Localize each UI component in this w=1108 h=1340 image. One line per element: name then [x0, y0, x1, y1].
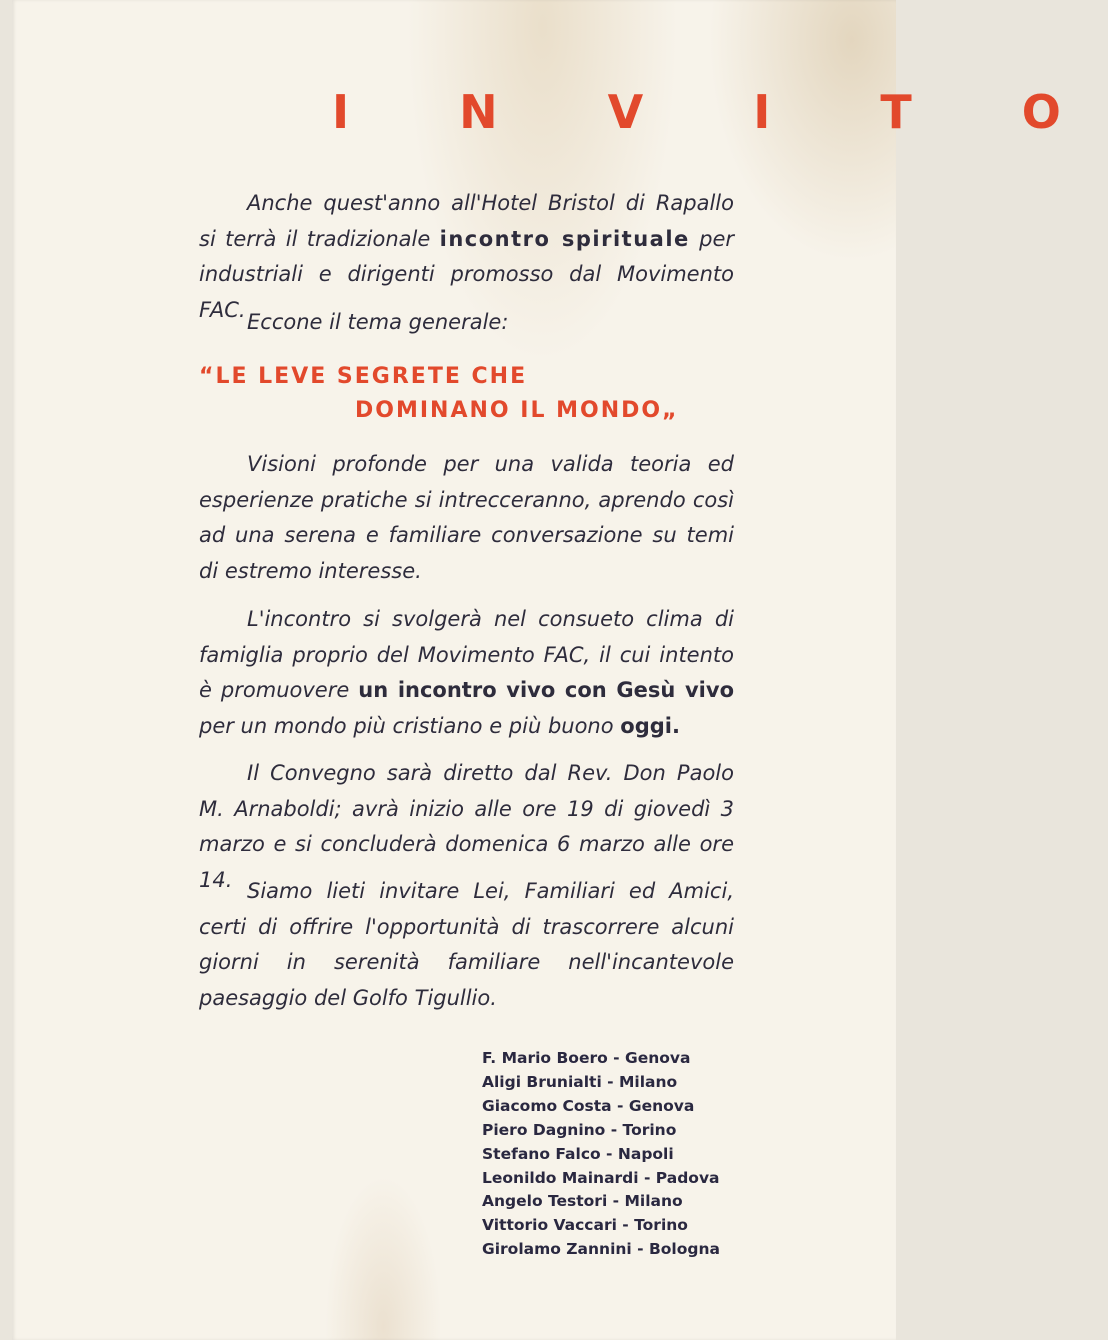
visions-paragraph [199, 447, 734, 589]
signer-name: Piero Dagnino - Torino [482, 1120, 677, 1139]
invitation-page [12, 0, 1108, 1340]
signer-name: Vittorio Vaccari - Torino [482, 1216, 688, 1235]
meeting-text-before: L'incontro si svolgerà nel consueto clima di famiglia proprio del Movimento FAC, il cui intento è promuovere [199, 607, 734, 702]
invite-paragraph [199, 874, 734, 1016]
signer-name: Angelo Testori - Milano [482, 1192, 683, 1211]
signer-name: Stefano Falco - Napoli [482, 1144, 674, 1163]
invite-text: Siamo lieti invitare Lei, Familiari ed Amici, certi di offrire l'opportunità di trascorrere alcuni giorni in serenità familiare nell'incantevole paesaggio del Golfo Tigullio. [199, 879, 734, 1010]
theme-line-1: “LE LEVE SEGRETE CHE [199, 364, 528, 389]
meeting-bold-end: oggi. [620, 713, 680, 738]
signer-name: Leonildo Mainardi - Padova [482, 1168, 720, 1187]
meeting-paragraph [199, 602, 734, 744]
theme-intro [199, 305, 734, 341]
signer-name: F. Mario Boero - Genova [482, 1049, 691, 1067]
visions-text: Visioni profonde per una valida teoria ed esperienze pratiche si intrecceranno, aprendo così ad una serena e familiare conversazione su temi di estremo interesse. [199, 452, 734, 583]
intro-bold-text: incontro spirituale [439, 226, 690, 251]
intro-text-after: per industriali e dirigenti promosso dal Movimento FAC. [199, 226, 734, 322]
page-title: I N V I T O [332, 85, 1108, 139]
theme-intro-text: Eccone il tema generale: [247, 310, 509, 334]
convegno-text: Il Convegno sarà diretto dal Rev. Don Paolo M. Arnaboldi; avrà inizio alle ore 19 di giovedì 3 marzo e si concluderà domenica 6 marzo alle ore 14. [199, 761, 734, 892]
intro-text-before: Anche quest'anno all'Hotel Bristol di Rapallo si terrà il tradizionale [199, 191, 734, 251]
signer-name: Giacomo Costa - Genova [482, 1096, 695, 1115]
meeting-text-middle: per un mondo più cristiano e più buono [199, 713, 621, 738]
signer-name: Aligi Brunialti - Milano [482, 1072, 678, 1091]
theme-line-2: DOMINANO IL MONDO„ [355, 398, 679, 423]
meeting-bold-text: un incontro vivo con Gesù vivo [358, 678, 734, 702]
signers-list [482, 1047, 720, 1262]
signer-name: Girolamo Zannini - Bologna [482, 1240, 720, 1259]
